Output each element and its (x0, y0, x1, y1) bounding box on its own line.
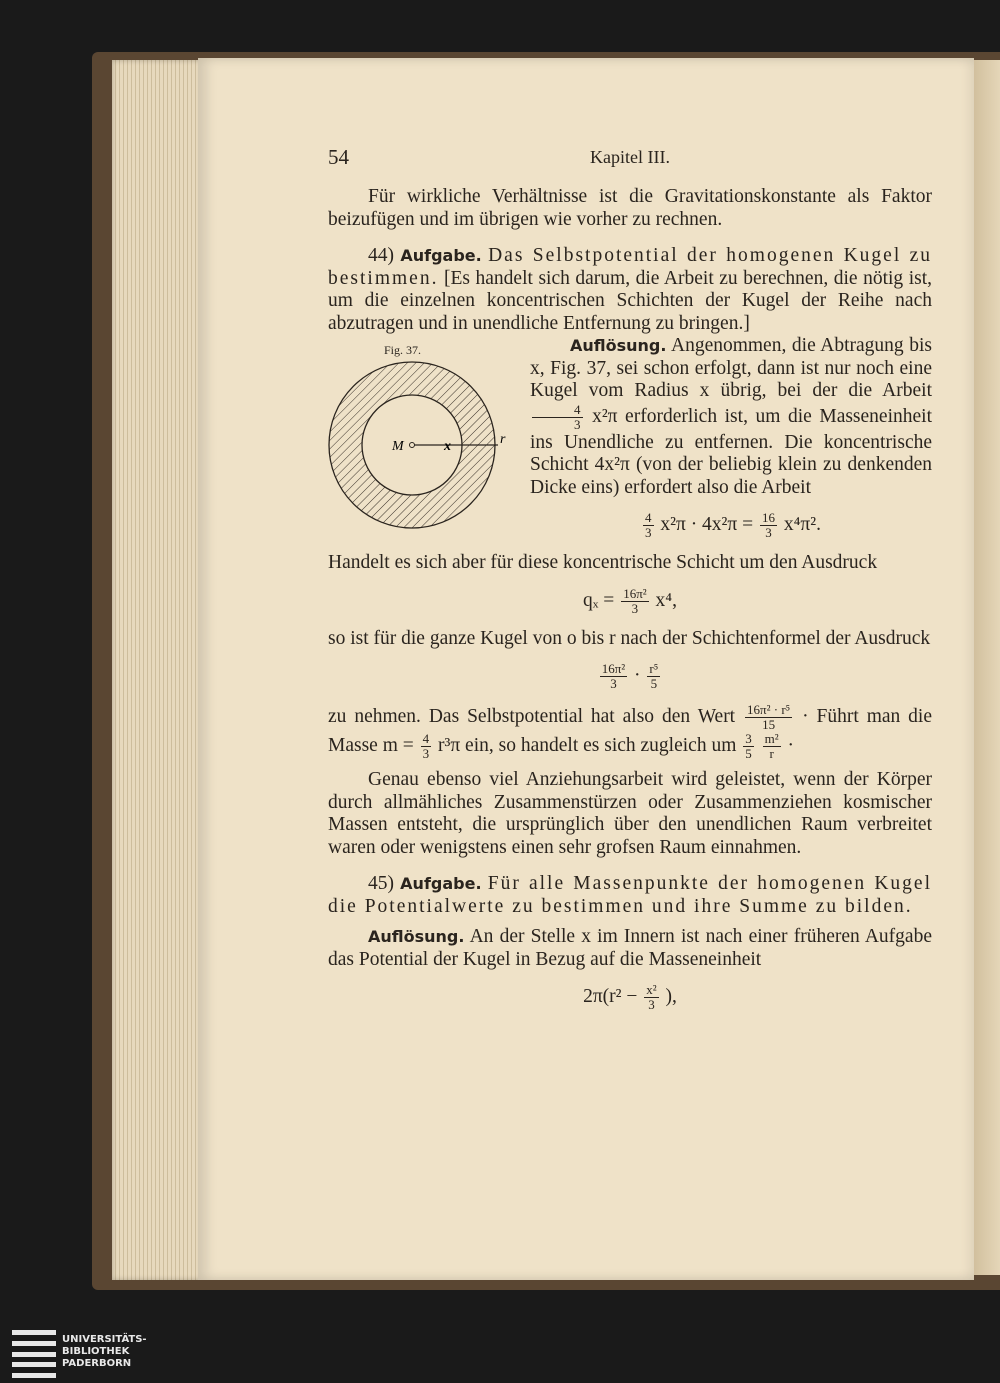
task-44-number: 44) (368, 245, 394, 266)
paragraph-value: zu nehmen. Das Selbstpotential hat also den Wert $\frac{\text{16π² · r⁵}}{15}$ · Führt man die Masse m = $\frac{4}{3}$ r³π ein, so handelt es sich zugleich um $\frac{3}{5}$ $\frac{\text{m²}}{r}$ · (328, 702, 933, 761)
page-number: 54 (328, 145, 349, 169)
solution-45-label: Auflösung. (368, 927, 465, 946)
label-r: r (500, 432, 506, 447)
task-45-number: 45) (368, 873, 394, 894)
paragraph-genau: Genau ebenso viel Anziehungsarbeit wird geleistet, wenn der Körper durch allmähliches Zusammenstürzen oder Zusammenziehen kosmischer Massen entsteht, die ursprünglich über den unendlichen Raum verbreitet waren oder wenigstens einen sehr grofsen Raum einnahmen. (328, 769, 932, 858)
paragraph-gravitation: Für wirkliche Verhältnisse ist die Gravitationskonstante als Faktor beizufügen und im übrigen wie vorher zu rechnen. (328, 186, 932, 230)
equation-4: 2π(r² − $\frac{\text{x²}}{3}$ ), (583, 982, 677, 1012)
task-45-title: Für alle Massenpunkte der homogenen Kugel die Potentialwerte zu bestimmen und ihre Summe zu bilden. (328, 873, 932, 917)
fraction-4-3: $\frac{4}{3}$ (532, 403, 583, 432)
page-content (328, 146, 932, 1024)
paragraph-sum: so ist für die ganze Kugel von o bis r nach der Schichtenformel der Ausdruck (328, 627, 931, 649)
solution-44-text1b: x²π erforderlich ist, um die Masseneinheit ins Unendliche zu entfernen. Die koncentrische Schicht 4x²π (von der beliebig klein zu denkenden Dicke eins) erfordert also die Arbeit (530, 405, 932, 498)
sphere-diagram (326, 359, 516, 539)
task-44-body: [Es handelt sich darum, die Arbeit zu berechnen, die nötig ist, um die einzelnen koncentrischen Schichten der Kugel der Reihe nach abzutragen und in unendliche Entfernung zu bringen.] (328, 267, 933, 334)
center-point (410, 443, 415, 448)
task-45-label: Aufgabe. (400, 874, 482, 893)
task-44-label: Aufgabe. (400, 246, 482, 265)
label-M: M (392, 439, 404, 454)
running-header (328, 146, 932, 176)
page-stack (112, 60, 202, 1280)
figure-caption: Fig. 37. (384, 343, 422, 357)
task-44-heading (328, 245, 932, 335)
figure-37 (326, 339, 516, 549)
task-45-heading (328, 873, 932, 918)
solution-45-text: An der Stelle x im Innern ist nach einer früheren Aufgabe das Potential der Kugel in Bezug auf die Masseneinheit (328, 926, 932, 970)
library-name: UNIVERSITÄTS- BIBLIOTHEK PADERBORN (62, 1334, 147, 1369)
solution-45 (328, 926, 932, 971)
equation-2-lhs: qₓ = (583, 589, 615, 611)
equation-1-a: x²π · 4x²π = (660, 513, 754, 535)
equation-3: $\frac{\text{16π²}}{3}$ · $\frac{\text{r⁵}}{5}$ (601, 661, 659, 691)
chapter-title: Kapitel III. (590, 147, 670, 167)
equation-2: qₓ = $\frac{\text{16π²}}{3}$ x⁴, (583, 585, 677, 616)
solution-44-label: Auflösung. (570, 336, 667, 355)
equation-1-b: x⁴π². (783, 513, 821, 535)
label-x: x (444, 439, 451, 454)
paragraph-q: Handelt es sich aber für diese koncentrische Schicht um den Ausdruck (328, 552, 878, 573)
solution-44-text1: Angenommen, die Abtragung bis x, Fig. 37, sei schon erfolgt, dann ist nur noch eine Kugel vom Radius x übrig, bei der die Arbeit (530, 335, 932, 401)
book-page (198, 58, 974, 1280)
equation-1: $\frac{4}{3}$ x²π · 4x²π = $\frac{16}{3}$ x⁴π². (645, 510, 821, 540)
task-44-title: Das Selbstpotential der homogenen Kugel zu bestimmen. (328, 245, 933, 289)
equation-2-rhs: x⁴, (655, 589, 677, 611)
library-logo-icon (12, 1330, 56, 1378)
